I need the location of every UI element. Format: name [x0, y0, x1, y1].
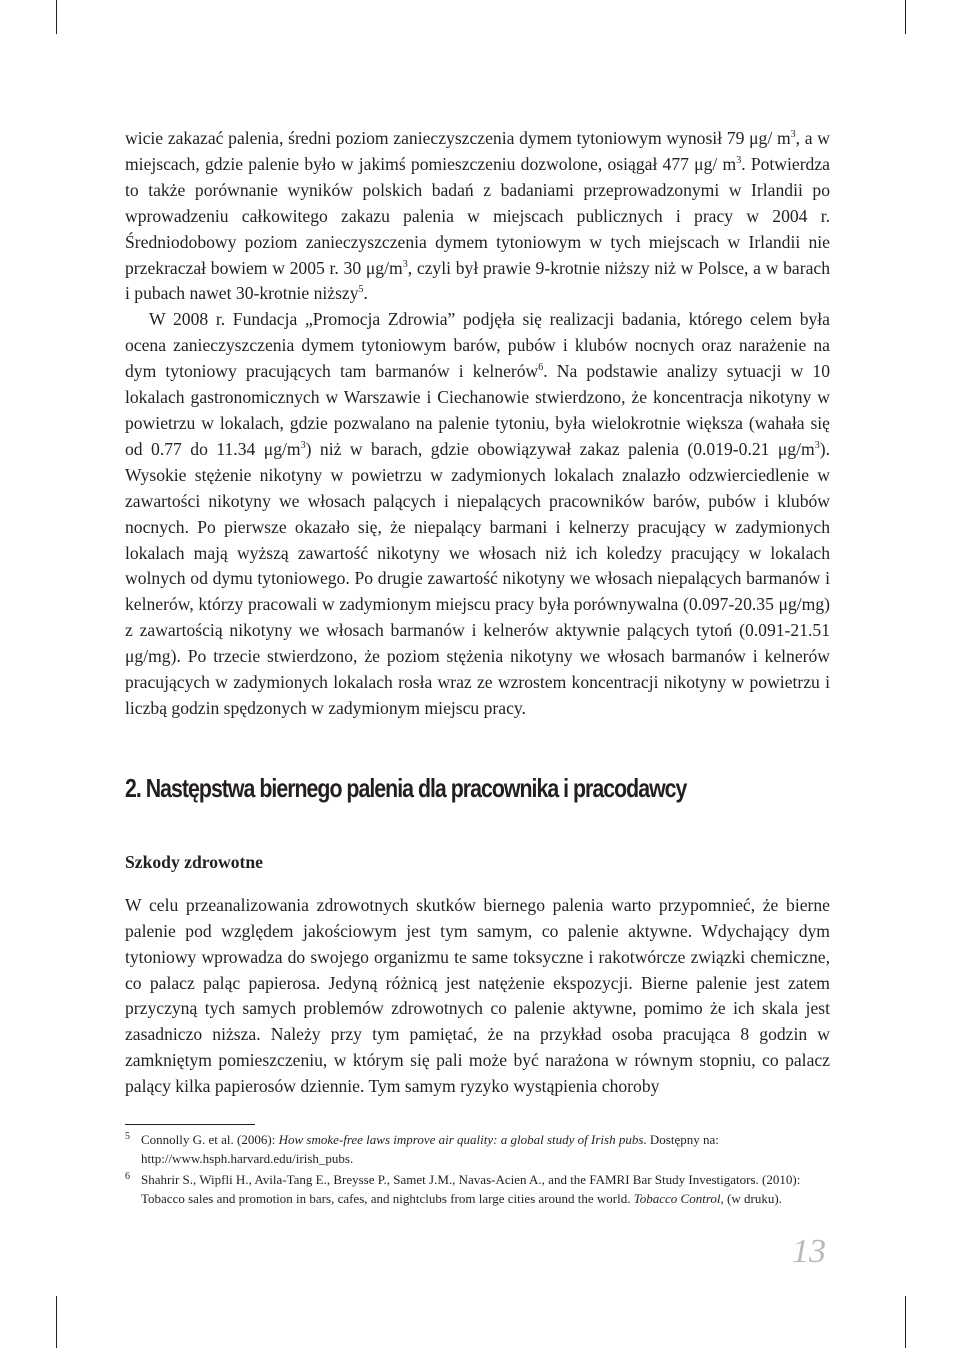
paragraph-1: wicie zakazać palenia, średni poziom zanieczyszczenia dymem tytoniowym wynosił 79 μg/ $m^3$, a w miejscach, gdzie palenie było w jakimś pomieszczeniu dozwolone, osiągał 477 μg/ $m^3$. Potwierdza to także porównanie wyników polskich badań z badaniami przeprowadzonymi w Irlandii po wprowadzeniu całkowitego zakazu palenia w miejscach publicznych i pracy w 2004 r. Średniodobowy poziom zanieczyszczenia dymem tytoniowym w tych miejscach w Irlandii nie przekraczał bowiem w 2005 r. 30 $\mu g/m^3$, czyli był prawie 9-krotnie niższy niż w Polsce, a w barach i pubach nawet 30-krotnie niższy$^5$. — [125, 128, 831, 304]
footnote-ref-6: 6 — [538, 362, 544, 374]
crop-mark-bottom-left — [56, 1296, 57, 1348]
crop-mark-top-right — [905, 0, 906, 34]
footnote-6: 6 Shahrir S., Wipfli H., Avila-Tang E., Breysse P., Samet J.M., Navas-Acien A., and the FAMRI Bar Study Investigators. (2010): Tobacco sales and promotion in bars, cafes, and nightclubs from large cities around the world. Tobacco Control, (w druku). — [125, 1170, 830, 1208]
footnote-ref-5: 5 — [358, 284, 364, 296]
crop-mark-top-left — [56, 0, 57, 34]
page-body — [125, 126, 830, 1100]
footnote-number: 6 — [125, 1171, 130, 1182]
section-heading: 2. Następstwa biernego palenia dla pracownika i pracodawcy — [125, 772, 687, 803]
subheading: Szkody zdrowotne — [125, 851, 263, 872]
page-number: 13 — [792, 1233, 826, 1270]
paragraph-3: W celu przeanalizowania zdrowotnych skutków biernego palenia warto przypomnieć, że bierne palenie pod względem jakościowym jest tym samym, co palenie aktywne. Wdychający dym tytoniowy wprowadza do swojego organizmu te same toksyczne i rakotwórcze związki chemiczne, co palacz paląc papierosa. Jedyną różnicą jest natężenie ekspozycji. Bierne palenie jest zatem przyczyną tych samych problemów zdrowotnych co palenie aktywne, pomimo że ich skala jest zasadniczo niższa. Należy przy tym pamiętać, że na przykład osoba pracująca 8 godzin w zamkniętym pomieszczeniu, w którym się pali może być narażona w równym stopniu, co palacz palący kilka papierosów dziennie. Tym samym ryzyko wystąpienia choroby — [125, 894, 830, 1097]
footnote-number: 5 — [125, 1131, 130, 1142]
crop-mark-bottom-right — [905, 1296, 906, 1348]
footnote-divider — [125, 1124, 255, 1125]
footnote-5: 5 Connolly G. et al. (2006): How smoke-free laws improve air quality: a global study of Irish pubs. Dostępny na: http://www.hsph.harvard.edu/irish_pubs. — [125, 1130, 830, 1168]
paragraph-2: W 2008 r. Fundacja „Promocja Zdrowia” podjęła się realizacji badania, którego celem była ocena zanieczyszczenia dymem tytoniowym barów, pubów i klubów nocnych oraz narażenie na dym tytoniowy pracujących tam barmanów i kelnerów$^6$. Na podstawie analizy sytuacji w 10 lokalach gastronomicznych w Warszawie i Ciechanowie stwierdzono, że koncentracja nikotyny w powietrzu w lokalach, gdzie pozwalano na palenie tytoniu, była wielokrotnie większa (wahała się od 0.77 do 11.34 $\mu g/m^3$) niż w barach, gdzie obowiązywał zakaz palenia (0.019-0.21 $\mu g/m^3$). Wysokie stężenie nikotyny w powietrzu w zadymionych lokalach znalazło odzwierciedlenie w zawartości nikotyny we włosach palących i niepalących pracowników barów, pubów i klubów nocnych. Po pierwsze okazało się, że niepalący barmani i kelnerzy pracujący w zadymionych lokalach mają wyższą zawartość nikotyny we włosach niż ich koledzy pracujący w lokalach wolnych od dymu tytoniowego. Po drugie zawartość nikotyny we włosach niepalących barmanów i kelnerów, którzy pracowali w zadymionym miejscu pracy była porównywalna (0.097-20.35 μg/mg) z zawartością nikotyny we włosach barmanów i kelnerów aktywnie palących tytoń (0.091-21.51 μg/mg). Po trzecie stwierdzono, że poziom stężenia nikotyny we włosach barmanów i kelnerów pracujących w zadymionych lokalach rosła wraz ze wzrostem koncentracji nikotyny w powietrzu i liczbą godzin spędzonych w zadymionym miejscu pracy. — [125, 309, 830, 718]
